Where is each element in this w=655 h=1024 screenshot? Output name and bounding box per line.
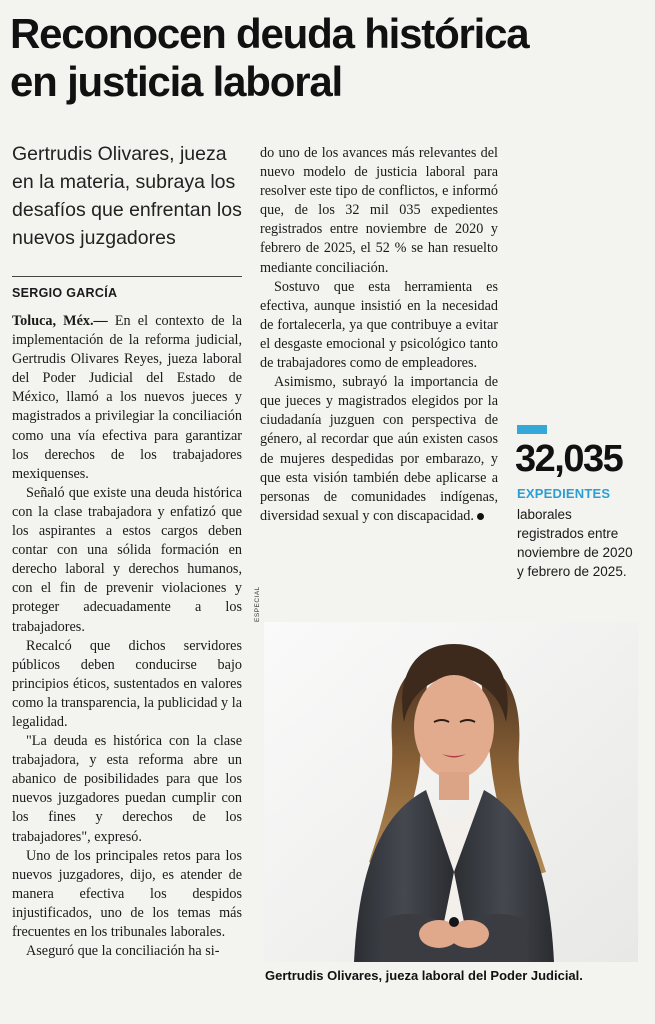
deck-subtitle: Gertrudis Olivares, jueza en la materia, subraya los desafíos que enfrentan los nuevos juzgadores — [12, 143, 242, 249]
headline — [10, 10, 646, 106]
stat-accent-bar — [517, 425, 547, 434]
paragraph: Aseguró que la conciliación ha si- — [26, 943, 220, 960]
byline: SERGIO GARCÍA — [12, 286, 118, 300]
paragraph-text: En el contexto de la implementación de la reforma judicial, Gertrudis Olivares Reyes, jueza laboral del Poder Judicial del Estado de México, llamó a los nuevos jueces y magistrados a privilegiar la conciliación como una vía efectiva para garantizar los derechos de los trabajadores mexiquenses. — [12, 313, 243, 482]
end-mark-icon — [477, 513, 484, 520]
stat-description: laborales registrados entre noviembre de 2020 y febrero de 2025. — [517, 507, 633, 579]
paragraph: Sostuvo que esta herramienta es efectiva, aunque insistió en la necesidad de fortalecerla, ya que contribuye a evitar el desgaste emocional y psicológico tanto de trabajadores como de empleadores. — [260, 278, 498, 372]
paragraph: do uno de los avances más relevantes del nuevo modelo de justicia laboral para resolver este tipo de conflictos, e informó que, de los 32 mil 035 expedientes registrados entre noviembre de 2020 y febrero de 2025, el 52 % se han resuelto mediante conciliación. — [260, 145, 498, 276]
stat-number: 32,035 — [515, 438, 623, 480]
divider — [12, 276, 242, 277]
paragraph: Recalcó que dichos servidores públicos deben conducirse bajo principios éticos, sustentados en valores como la transparencia, la publicidad y la legalidad. — [12, 637, 242, 730]
dateline: Toluca, Méx.— — [12, 313, 108, 329]
headline-line-1: Reconocen deuda histórica — [10, 10, 529, 57]
stat-label: EXPEDIENTES — [517, 486, 611, 501]
paragraph: Uno de los principales retos para los nuevos juzgadores, dijo, es atender de manera efectiva los despidos injustificados, uno de los temas más frecuentes en los tribunales laborales. — [12, 847, 242, 940]
portrait-photo — [264, 622, 638, 962]
paragraph — [12, 312, 242, 484]
photo-credit: ESPECIAL — [254, 586, 261, 622]
paragraph: "La deuda es histórica con la clase trabajadora, y esta reforma abre un abanico de posibilidades para que los nuevos juzgadores puedan cumplir con los fines y derechos de los trabajadores", expresó. — [12, 733, 242, 845]
portrait-illustration — [264, 622, 638, 962]
headline-line-2: en justicia laboral — [10, 58, 342, 105]
paragraph — [260, 373, 498, 526]
body-column-2 — [260, 144, 498, 526]
paragraph: Señaló que existe una deuda histórica con la clase trabajadora y enfatizó que los aspirantes a estos cargos deben contar con una sólida formación en derecho laboral y derechos humanos, con el fin de prevenir violaciones y proteger adecuadamente a los trabajadores. — [12, 484, 242, 635]
body-column-1 — [12, 312, 242, 961]
paragraph-text: Asimismo, subrayó la importancia de que jueces y magistrados elegidos por la ciudadanía juzguen con perspectiva de género, al recordar que aún existen casos de mujeres despedidas por embarazo, y que esta visión también debe aplicarse a personas de comunidades indígenas, diversidad sexual y con discapacidad. — [260, 374, 498, 524]
photo-caption: Gertrudis Olivares, jueza laboral del Poder Judicial. — [265, 968, 583, 983]
